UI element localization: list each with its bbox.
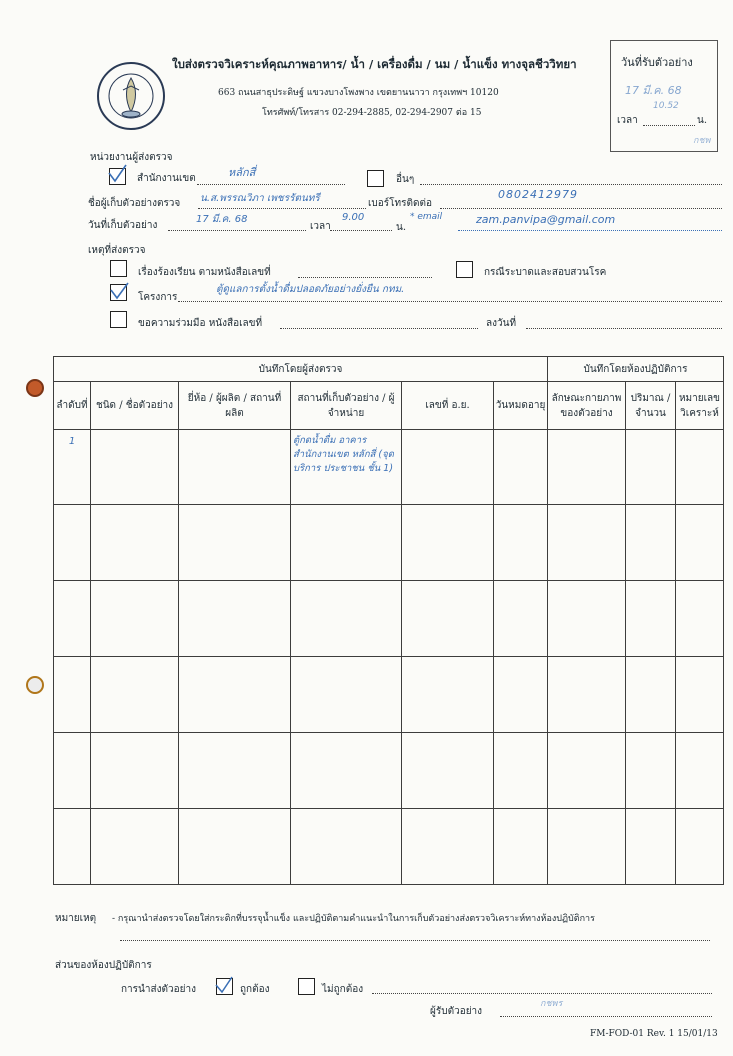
incorrect-checkbox[interactable]: [298, 978, 315, 995]
receipt-date-value: 17 มี.ค. 68: [625, 84, 682, 97]
receipt-time-unit: น.: [697, 115, 708, 126]
col-header-sample-type: ชนิด / ชื่อตัวอย่าง: [91, 382, 179, 430]
check-mark-icon: [108, 282, 130, 302]
receipt-initials: กชพ: [693, 136, 711, 146]
coop-checkbox[interactable]: [110, 311, 127, 328]
col-header-brand: ยี่ห้อ / ผู้ผลิต / สถานที่ผลิต: [179, 382, 291, 430]
collector-label: ชื่อผู้เก็บตัวอย่างตรวจ: [88, 198, 181, 209]
receipt-box: [610, 40, 718, 152]
table-row: [54, 430, 724, 505]
form-code: FM-FOD-01 Rev. 1 15/01/13: [590, 1029, 718, 1039]
receiver-label: ผู้รับตัวอย่าง: [430, 1006, 483, 1017]
sender-section-label: หน่วยงานผู้ส่งตรวจ: [90, 152, 173, 163]
project-label: โครงการ: [138, 292, 178, 303]
notes-label: หมายเหตุ: [55, 913, 97, 924]
table-row: [54, 733, 724, 809]
col-header-expiry: วันหมดอายุ: [494, 382, 548, 430]
email-prefix: * email: [410, 212, 443, 222]
sender-record-header: บันทึกโดยผู้ส่งตรวจ: [54, 357, 548, 382]
collect-time-value: 9.00: [342, 212, 365, 223]
receipt-time-label: เวลา: [617, 115, 638, 126]
col-header-analysis-no: หมายเลข วิเคราะห์: [676, 382, 724, 430]
other-checkbox[interactable]: [367, 170, 384, 187]
email-value: zam.panvipa@gmail.com: [476, 213, 616, 226]
col-header-physical: ลักษณะกายภาพ ของตัวอย่าง: [548, 382, 626, 430]
complaint-checkbox[interactable]: [110, 260, 127, 277]
table-row: [54, 657, 724, 733]
receiver-value: กชพร: [540, 999, 563, 1009]
lab-section-label: ส่วนของห้องปฏิบัติการ: [55, 960, 152, 971]
collector-value: น.ส.พรรณวิภา เพชรรัตนทรี: [200, 193, 320, 204]
district-office-value: หลักสี่: [228, 166, 256, 179]
complaint-label: เรื่องร้องเรียน ตามหนังสือเลขที่: [138, 267, 271, 278]
collect-time-unit: น.: [396, 222, 407, 233]
col-header-quantity: ปริมาณ / จำนวน: [626, 382, 676, 430]
receipt-date-label: วันที่รับตัวอย่าง: [621, 56, 693, 69]
receipt-time-value: 10.52: [653, 101, 679, 111]
lab-address: 663 ถนนสาธุประดิษฐ์ แขวงบางโพงพาง เขตยานนาวา กรุงเทพฯ 10120: [218, 88, 499, 98]
table-row: [54, 809, 724, 885]
reason-section-label: เหตุที่ส่งตรวจ: [88, 245, 146, 256]
binder-hole-top: [26, 379, 44, 397]
col-header-location: สถานที่เก็บตัวอย่าง / ผู้จำหน่าย: [291, 382, 402, 430]
check-mark-icon: [214, 975, 234, 995]
lab-record-header: บันทึกโดยห้องปฏิบัติการ: [548, 357, 724, 382]
col-header-no: ลำดับที่: [54, 382, 91, 430]
coop-date-label: ลงวันที่: [486, 318, 517, 329]
district-office-label: สำนักงานเขต: [137, 173, 196, 184]
bangkok-seal-logo: [95, 60, 167, 132]
outbreak-checkbox[interactable]: [456, 261, 473, 278]
delivery-label: การนำส่งตัวอย่าง: [121, 984, 196, 995]
binder-hole-bottom: [26, 676, 44, 694]
row-location: ตู้กดน้ำดื่ม อาคารสำนักงานเขต หลักสี่ (จุดบริการ ประชาชน ชั้น 1): [291, 430, 402, 505]
row-no: 1: [54, 430, 91, 505]
col-header-fda-no: เลขที่ อ.ย.: [402, 382, 494, 430]
form-title: ใบส่งตรวจวิเคราะห์คุณภาพอาหาร/ น้ำ / เครื่องดื่ม / นม / น้ำแข็ง ทางจุลชีววิทยา: [172, 57, 577, 71]
lab-phone: โทรศัพท์/โทรสาร 02-294-2885, 02-294-2907 ต่อ 15: [262, 108, 482, 118]
contact-label: เบอร์โทรติดต่อ: [368, 198, 432, 209]
incorrect-label: ไม่ถูกต้อง: [322, 984, 364, 995]
collect-date-value: 17 มี.ค. 68: [196, 214, 248, 225]
collect-time-label: เวลา: [310, 221, 331, 232]
contact-value: 0802412979: [498, 188, 578, 201]
notes-text: - กรุณานำส่งตรวจโดยใส่กระติกที่บรรจุน้ำแข็ง และปฏิบัติตามคำแนะนำในการเก็บตัวอย่างส่งตรวจวิเคราะห์ทางห้องปฏิบัติการ: [112, 914, 595, 924]
outbreak-label: กรณีระบาดและสอบสวนโรค: [484, 267, 607, 278]
other-label: อื่นๆ: [396, 174, 415, 185]
correct-label: ถูกต้อง: [240, 984, 270, 995]
table-row: [54, 581, 724, 657]
sample-table: [53, 356, 724, 885]
collect-date-label: วันที่เก็บตัวอย่าง: [88, 220, 158, 231]
check-mark-icon: [106, 163, 128, 185]
coop-label: ขอความร่วมมือ หนังสือเลขที่: [138, 318, 263, 329]
project-value: ตู้ดูแลการตั้งน้ำดื่มปลอดภัยอย่างยั่งยืน กทม.: [216, 284, 405, 295]
table-row: [54, 505, 724, 581]
